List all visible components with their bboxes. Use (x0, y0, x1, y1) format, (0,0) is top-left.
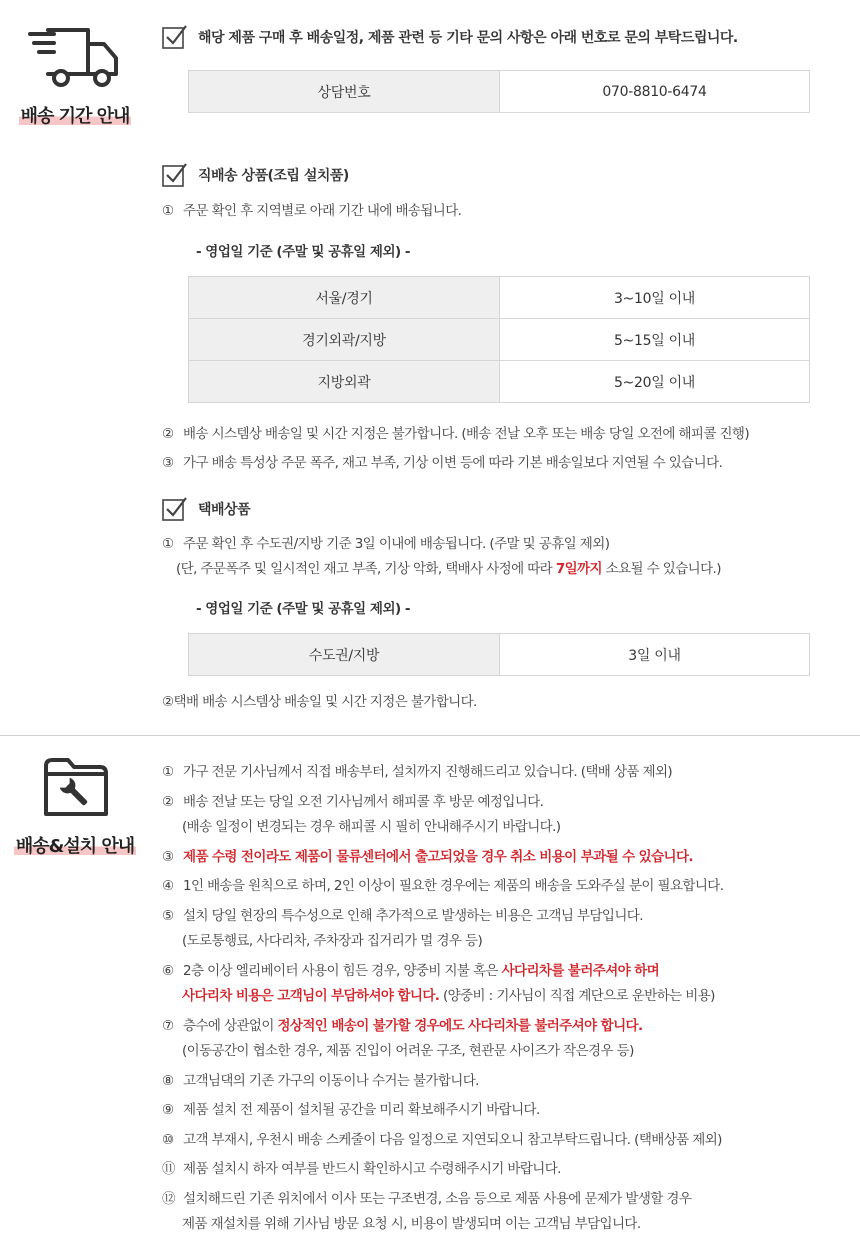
list-item: ② 배송 시스템상 배송일 및 시간 지정은 불가합니다. (배송 전날 오후 또는 배송 당일 오전에 해피콜 진행) (162, 426, 750, 442)
list-item: ⑤ 설치 당일 현장의 특수성으로 인해 추가적으로 발생하는 비용은 고객님 부담입니다. (162, 908, 643, 924)
list-item: ⑧ 고객님댁의 기존 가구의 이동이나 수거는 불가합니다. (162, 1073, 479, 1089)
table-row: 경기외곽/지방 5~15일 이내 (189, 319, 810, 361)
list-item: ⑦ 층수에 상관없이 정상적인 배송이 불가할 경우에도 사다리차를 불러주셔야 합니다. (162, 1018, 643, 1034)
business-day-basis: - 영업일 기준 (주말 및 공휴일 제외) - (196, 244, 410, 260)
list-item: ⑥ 2층 이상 엘리베이터 사용이 힘든 경우, 양중비 지불 혹은 사다리차를 불러주셔야 하며 (162, 963, 660, 979)
list-item: ③ 제품 수령 전이라도 제품이 물류센터에서 출고되었을 경우 취소 비용이 부과될 수 있습니다. (162, 849, 693, 865)
contact-phone: 070-8810-6474 (500, 71, 810, 113)
checkbox-checked-icon (162, 162, 188, 188)
list-item-note: 제품 재설치를 위해 기사님 방문 요청 시, 비용이 발생되며 이는 고객님 부담입니다. (182, 1216, 641, 1232)
section-divider (0, 735, 860, 736)
parcel-heading (162, 496, 250, 522)
delivery-section-title: 배송 기간 안내 (19, 102, 132, 128)
list-item: ① 가구 전문 기사님께서 직접 배송부터, 설치까지 진행해드리고 있습니다. (택배 상품 제외) (162, 764, 673, 780)
list-item: ② 배송 전날 또는 당일 오전 기사님께서 해피콜 후 방문 예정입니다. (162, 794, 544, 810)
list-item-note: (이동공간이 협소한 경우, 제품 진입이 어려운 구조, 현관문 사이즈가 작은경우 등) (182, 1043, 634, 1059)
list-item: ① 주문 확인 후 수도권/지방 기준 3일 이내에 배송됩니다. (주말 및 공휴일 제외) (162, 536, 610, 552)
delivery-section-label (0, 22, 150, 128)
parcel-table (188, 633, 810, 676)
list-item-note: 사다리차 비용은 고객님이 부담하셔야 합니다. (양중비 : 기사님이 직접 계단으로 운반하는 비용) (182, 988, 715, 1004)
table-row: 수도권/지방 3일 이내 (189, 634, 810, 676)
notice-heading (162, 24, 738, 50)
list-item: ⑩ 고객 부재시, 우천시 배송 스케줄이 다음 일정으로 지연되오니 참고부탁드립니다. (택배상품 제외) (162, 1132, 722, 1148)
list-item: ③ 가구 배송 특성상 주문 폭주, 재고 부족, 기상 이변 등에 따라 기본 배송일보다 지연될 수 있습니다. (162, 455, 723, 471)
parcel-title: 택배상품 (198, 502, 251, 518)
list-item: ②택배 배송 시스템상 배송일 및 시간 지정은 불가합니다. (162, 694, 477, 710)
list-item-note: (배송 일정이 변경되는 경우 해피콜 시 필히 안내해주시기 바랍니다.) (182, 819, 561, 835)
contact-table (188, 70, 810, 113)
business-day-basis: - 영업일 기준 (주말 및 공휴일 제외) - (196, 601, 410, 617)
contact-row (189, 71, 810, 113)
toolbox-wrench-icon (38, 756, 112, 820)
delivery-truck-icon (28, 22, 122, 92)
direct-delivery-table (188, 276, 810, 403)
list-item-note: (단, 주문폭주 및 일시적인 재고 부족, 기상 악화, 택배사 사정에 따라 7일까지 소요될 수 있습니다.) (176, 561, 721, 577)
notice-text: 해당 제품 구매 후 배송일정, 제품 관련 등 기타 문의 사항은 아래 번호로 문의 부탁드립니다. (198, 30, 738, 46)
direct-delivery-heading (162, 162, 349, 188)
list-item-note: (도로통행료, 사다리차, 주차장과 집거리가 멀 경우 등) (182, 933, 483, 949)
install-section-title: 배송&설치 안내 (14, 832, 136, 858)
install-section-label (0, 756, 150, 858)
table-row: 지방외곽 5~20일 이내 (189, 361, 810, 403)
direct-delivery-title: 직배송 상품(조립 설치품) (198, 168, 349, 184)
list-item: ⑨ 제품 설치 전 제품이 설치될 공간을 미리 확보해주시기 바랍니다. (162, 1102, 540, 1118)
list-item: ⑫ 설치해드린 기존 위치에서 이사 또는 구조변경, 소음 등으로 제품 사용에 문제가 발생할 경우 (162, 1191, 692, 1207)
table-row: 서울/경기 3~10일 이내 (189, 277, 810, 319)
list-item: ① 주문 확인 후 지역별로 아래 기간 내에 배송됩니다. (162, 203, 462, 219)
checkbox-checked-icon (162, 24, 188, 50)
list-item: ④ 1인 배송을 원칙으로 하며, 2인 이상이 필요한 경우에는 제품의 배송을 도와주실 분이 필요합니다. (162, 878, 724, 894)
list-item: ⑪ 제품 설치시 하자 여부를 반드시 확인하시고 수령해주시기 바랍니다. (162, 1161, 561, 1177)
checkbox-checked-icon (162, 496, 188, 522)
contact-key: 상담번호 (189, 71, 500, 113)
